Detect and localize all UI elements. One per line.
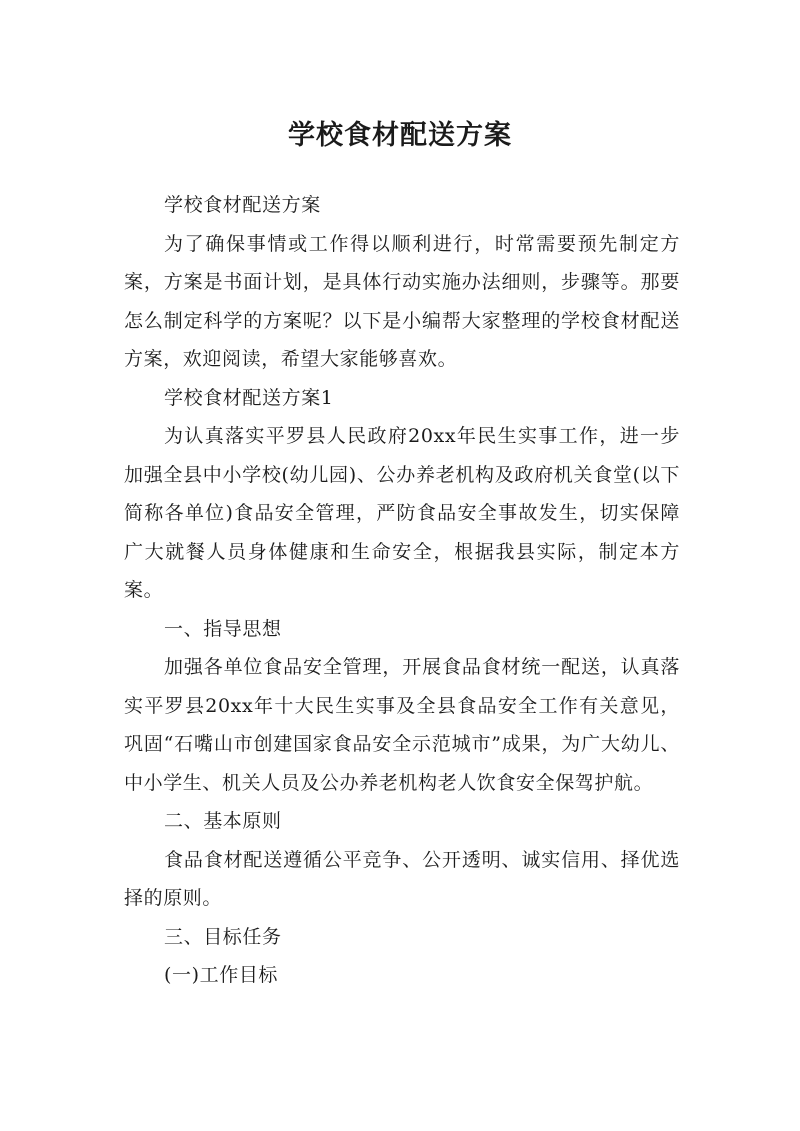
document-body (124, 186, 680, 995)
guiding-ideology-paragraph: 加强各单位食品安全管理，开展食品食材统一配送，认真落实平罗县20xx年十大民生实事及全县食品安全工作有关意见，巩固“石嘴山市创建国家食品安全示范城市”成果，为广大幼儿、中小学生、机关人员及公办养老机构老人饮食安全保驾护航。 (124, 656, 680, 794)
section-heading-guiding-ideology: 一、指导思想 (164, 617, 282, 640)
plan-1-heading: 学校食材配送方案1 (164, 386, 334, 409)
basic-principles-paragraph: 食品食材配送遵循公平竞争、公开透明、诚实信用、择优选择的原则。 (124, 848, 680, 909)
section-heading-basic-principles: 二、基本原则 (164, 810, 282, 832)
section-heading-targets-tasks: 三、目标任务 (164, 925, 282, 948)
document-title: 学校食材配送方案 (288, 120, 512, 152)
plan-1-paragraph: 为认真落实平罗县人民政府20xx年民生实事工作，进一步加强全县中小学校(幼儿园)、公办养老机构及政府机关食堂(以下简称各单位)食品安全管理，严防食品安全事故发生，切实保障广大就餐人员身体健康和生命安全，根据我县实际，制定本方案。 (124, 425, 680, 601)
intro-paragraph: 为了确保事情或工作得以顺利进行，时常需要预先制定方案，方案是书面计划，是具体行动实施办法细则，步骤等。那要怎么制定科学的方案呢？以下是小编帮大家整理的学校食材配送方案，欢迎阅读，希望大家能够喜欢。 (124, 232, 680, 370)
intro-heading: 学校食材配送方案 (164, 194, 321, 216)
subsection-heading-work-goals: (一)工作目标 (164, 964, 279, 986)
